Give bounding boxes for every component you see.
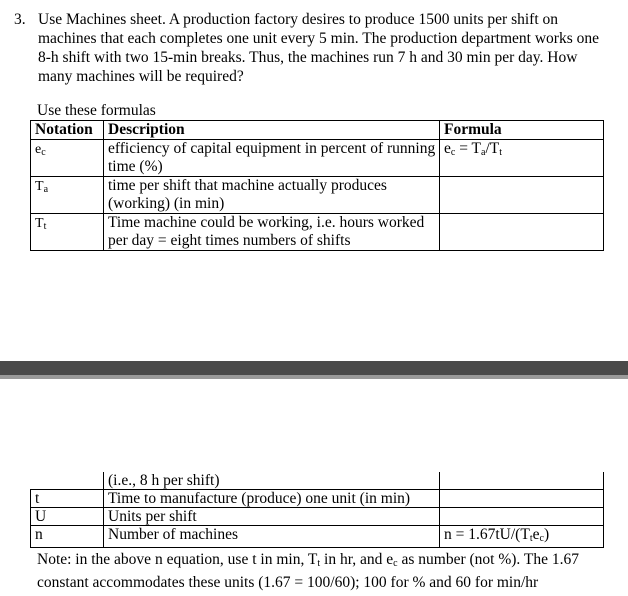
page-divider: [0, 361, 628, 375]
description-cell: Time to manufacture (produce) one unit (in min): [104, 490, 440, 508]
formulas-caption: Use these formulas: [37, 102, 156, 119]
notation-cell: $T_a$: [31, 177, 104, 214]
description-cell: (i.e., 8 h per shift): [104, 472, 440, 490]
formula-cell: [440, 508, 604, 526]
notation-cell: t: [31, 490, 104, 508]
question-number: 3.: [14, 11, 26, 28]
description-cell: time per shift that machine actually produces (working) (in min): [104, 177, 440, 214]
header-description: Description: [104, 121, 440, 140]
notation-cell: n: [31, 526, 104, 548]
table-row: [31, 472, 604, 490]
description-cell: Number of machines: [104, 526, 440, 548]
notation-cell: $e_c$: [31, 140, 104, 177]
table-row: [31, 177, 604, 214]
header-notation: Notation: [31, 121, 104, 140]
page-divider-shadow: [0, 375, 628, 379]
table-row: [31, 490, 604, 508]
description-cell: Units per shift: [104, 508, 440, 526]
table-row: [31, 526, 604, 548]
formulas-table-continued: [30, 472, 604, 548]
description-cell: Time machine could be working, i.e. hours worked per day = eight times numbers of shifts: [104, 214, 440, 251]
table-header-row: [31, 121, 604, 140]
formulas-table: [30, 120, 604, 251]
formula-cell: $n = 1.67tU/(T_te_c)$: [440, 526, 604, 548]
formula-cell: [440, 177, 604, 214]
description-cell: efficiency of capital equipment in percent of running time (%): [104, 140, 440, 177]
notation-cell: $T_t$: [31, 214, 104, 251]
question-text: Use Machines sheet. A production factory desires to produce 1500 units per shift on machines that each completes one unit every 5 min. The production department works one 8-h shift with two 15-min breaks. Thus, the machines run 7 h and 30 min per day. How many machines will be required?: [38, 11, 599, 85]
table-row: [31, 214, 604, 251]
formula-cell: [440, 472, 604, 490]
notation-cell: [31, 472, 104, 490]
header-formula: Formula: [440, 121, 604, 140]
table-row: [31, 140, 604, 177]
formula-cell: [440, 214, 604, 251]
notation-cell: U: [31, 508, 104, 526]
table-row: [31, 508, 604, 526]
formula-cell: $e_c = T_a/T_t$: [440, 140, 604, 177]
note-paragraph: Note: in the above n equation, use t in min, $T_t$ in hr, and $e_c$ as number (not %). The 1.67 constant accommodates these units (1.67 = 100/60); 100 for % and 60 for min/hr: [37, 551, 579, 591]
formula-cell: [440, 490, 604, 508]
